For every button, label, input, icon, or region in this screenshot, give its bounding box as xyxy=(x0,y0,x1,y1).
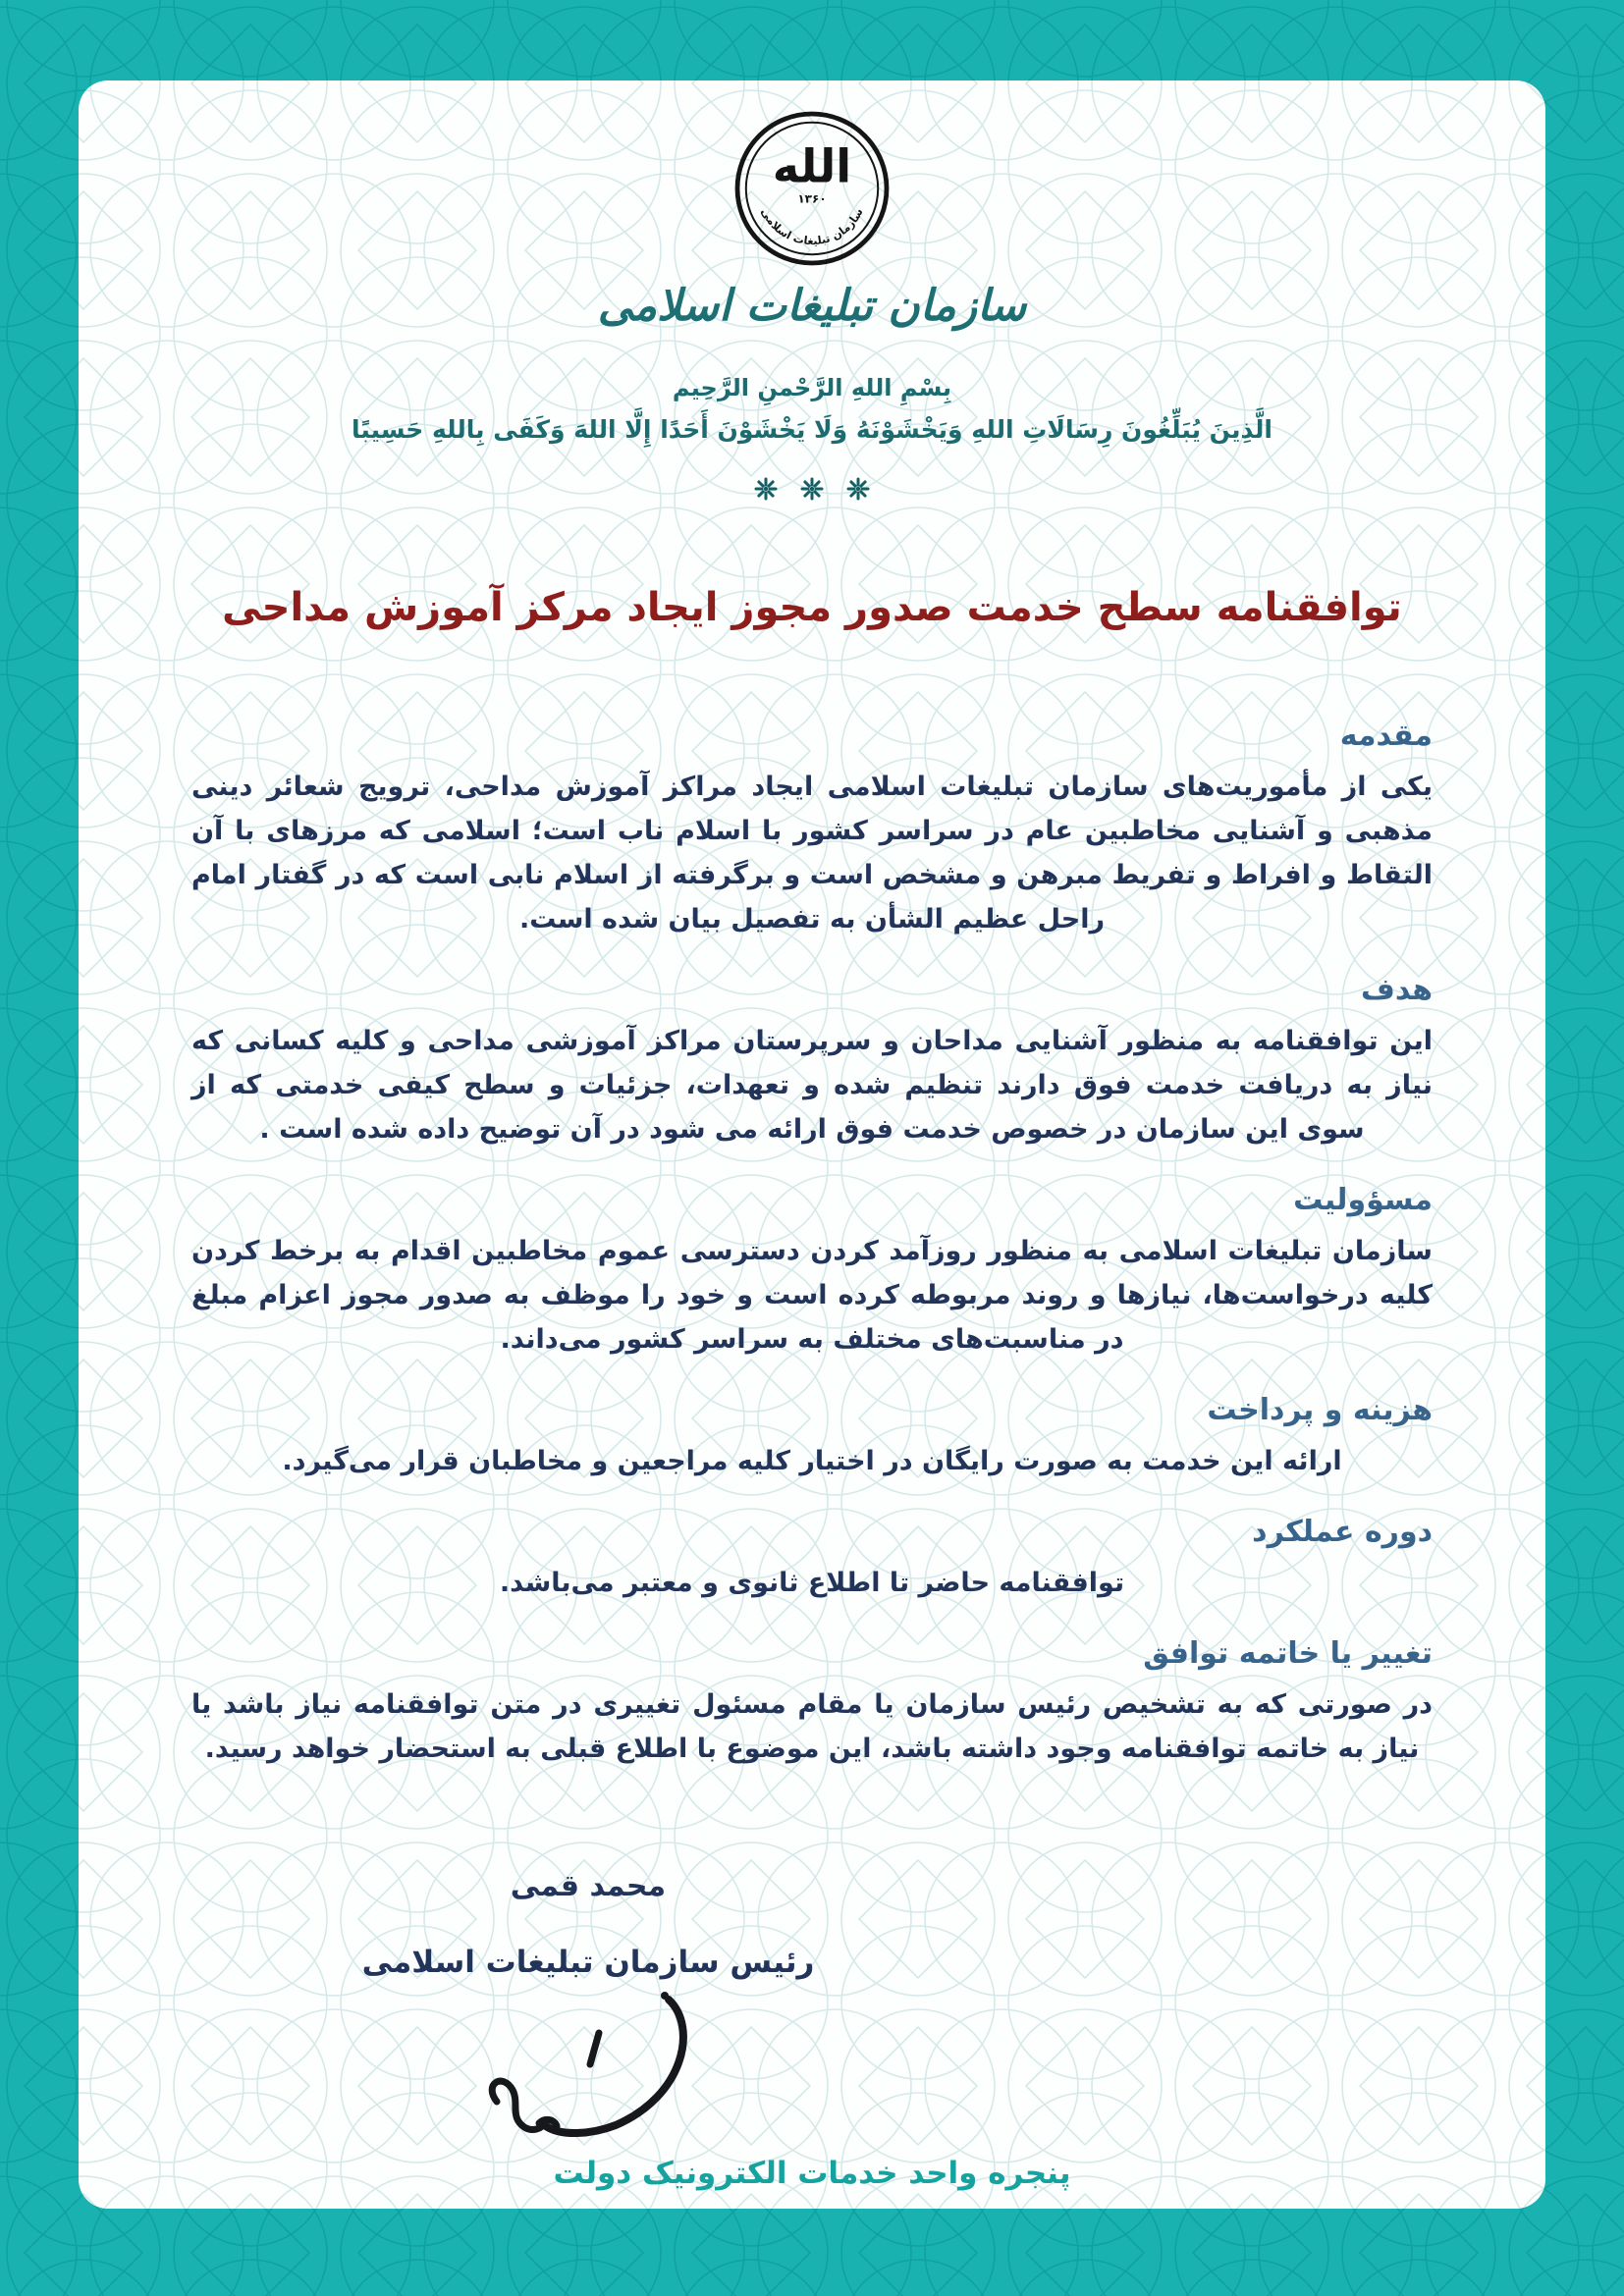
section-heading: تغییر یا خاتمه توافق xyxy=(1143,1636,1433,1671)
section-heading: مقدمه xyxy=(1339,719,1433,753)
section-body: ارائه این خدمت به صورت رایگان در اختیار کلیه مراجعین و مخاطبان قرار می‌گیرد. xyxy=(282,1446,1342,1476)
document-content xyxy=(79,80,1545,2209)
section-heading: هزینه و پرداخت xyxy=(1207,1393,1433,1427)
svg-text:سازمان تبلیغات اسلامی xyxy=(758,206,865,247)
quran-verse-line: الَّذِينَ يُبَلِّغُونَ رِسَالَاتِ اللهِ وَيَخْشَوْنَهُ وَلَا يَخْشَوْنَ أَحَدًا إِلَّا اللهَ وَكَفَى بِاللهِ حَسِيبًا xyxy=(352,415,1272,444)
section-body: سازمان تبلیغات اسلامی به منظور روزآمد کردن دسترسی عموم مخاطبین اقدام به برخط کردن کلیه درخواست‌ها، نیازها و روند مربوطه کرده است و خود را موظف به صدور مجوز اعزام مبلغ در مناسبت‌های مختلف به سراسر کشور می‌داند. xyxy=(191,1236,1433,1355)
section-body: یکی از مأموریت‌های سازمان تبلیغات اسلامی ایجاد مراکز آموزش مداحی، ترویج شعائر دینی مذهبی و آشنایی مخاطبین عام در سراسر کشور با اسلام ناب است؛ اسلامی که مرزهای با آن التقاط و افراط و تفریط مبرهن و مشخص است و برگرفته از اسلام نابی است که در گفتار امام راحل عظیم الشأن به تفصیل بیان شده است. xyxy=(191,772,1433,934)
organization-calligraphy: سازمان تبلیغات اسلامی xyxy=(597,281,1027,331)
section-heading: دوره عملکرد xyxy=(1252,1515,1433,1549)
section-cost-payment xyxy=(191,1393,1433,1483)
signer-role: رئیس سازمان تبلیغات اسلامی xyxy=(361,1945,815,1980)
emblem-year: ۱۳۶۰ xyxy=(797,191,827,206)
section-goal xyxy=(191,973,1433,1151)
section-heading: هدف xyxy=(1361,973,1433,1007)
section-change-termination xyxy=(191,1636,1433,1771)
ornament-divider xyxy=(191,477,1433,501)
flower-asterisk-icon xyxy=(800,477,824,501)
emblem-arc-text: سازمان تبلیغات اسلامی xyxy=(758,206,866,248)
bismillah-line: بِسْمِ اللهِ الرَّحْمنِ الرَّحِيم xyxy=(672,374,952,401)
document-title: توافقنامه سطح خدمت صدور مجوز ایجاد مرکز آموزش مداحی xyxy=(222,585,1402,630)
sections-container xyxy=(191,719,1433,1771)
signer-name: محمد قمی xyxy=(510,1869,667,1903)
flower-asterisk-icon xyxy=(846,477,870,501)
organization-emblem xyxy=(191,110,1433,271)
organization-seal-icon xyxy=(733,110,891,267)
emblem-allah-calligraphy: الله xyxy=(772,139,852,193)
section-introduction xyxy=(191,719,1433,941)
section-body: توافقنامه حاضر تا اطلاع ثانوی و معتبر می‌باشد. xyxy=(499,1568,1125,1598)
section-heading: مسؤولیت xyxy=(1293,1183,1433,1217)
section-responsibility xyxy=(191,1183,1433,1362)
section-body: در صورتی که به تشخیص رئیس سازمان یا مقام مسئول تغییری در متن توافقنامه نیاز باشد یا نیاز به خاتمه توافقنامه وجود داشته باشد، این موضوع با اطلاع قبلی به استحضار خواهد رسید. xyxy=(191,1689,1433,1764)
signature-block xyxy=(333,1869,843,2196)
footer-service-label: پنجره واحد خدمات الکترونیک دولت xyxy=(553,2156,1071,2191)
section-body: این توافقنامه به منظور آشنایی مداحان و سرپرستان مراکز آموزشی مداحی و کلیه کسانی که نیاز به دریافت خدمت فوق دارند تنظیم شده و تعهدات، جزئیات و سطح کیفی خدمتی که از سوی این سازمان در خصوص خدمت فوق ارائه می شود در آن توضیح داده شده است . xyxy=(191,1026,1433,1145)
flower-asterisk-icon xyxy=(754,477,778,501)
section-performance-period xyxy=(191,1515,1433,1605)
